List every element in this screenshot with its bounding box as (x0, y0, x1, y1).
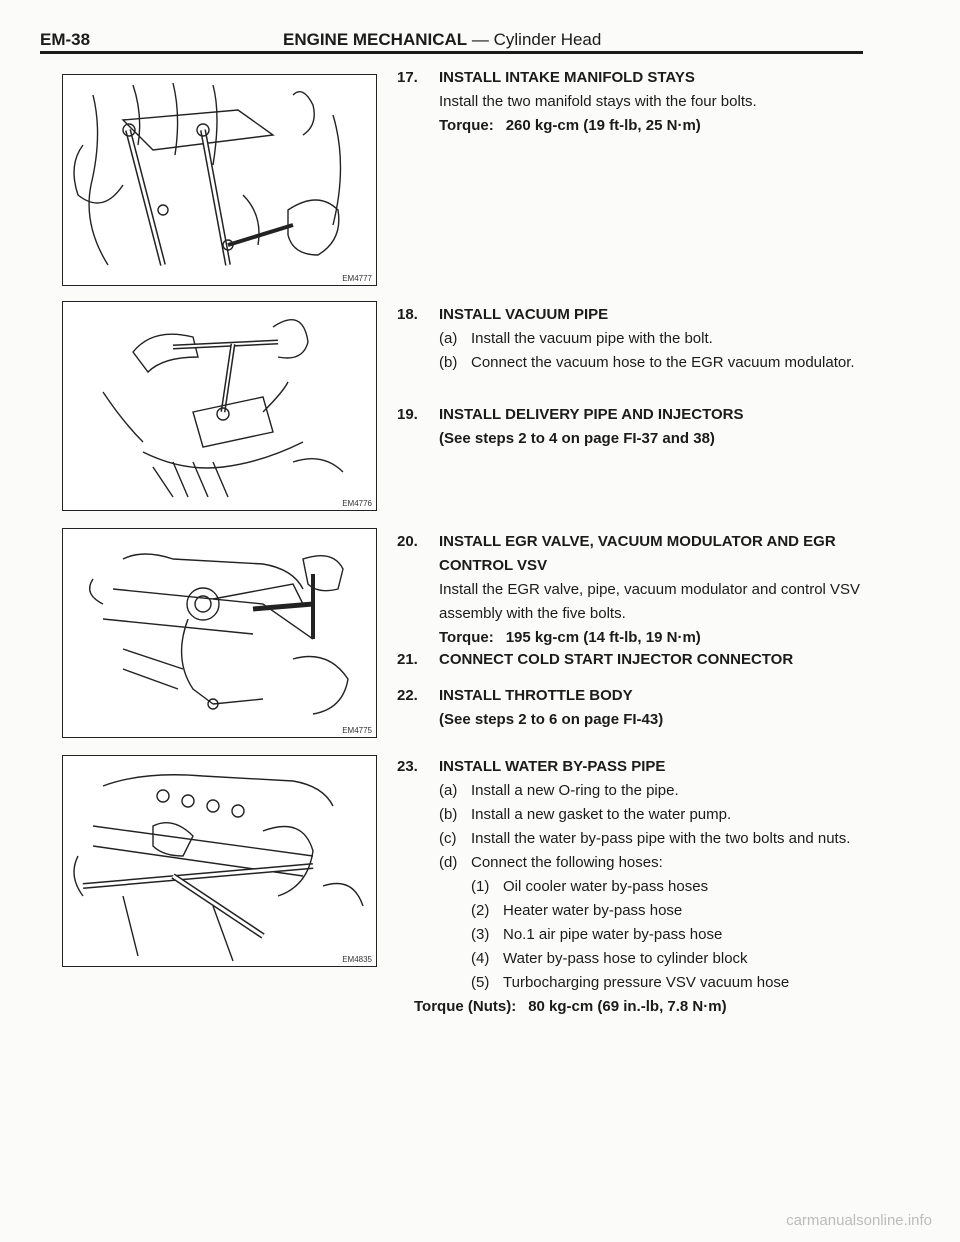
step-heading: 20. INSTALL EGR VALVE, VACUUM MODULATOR AND EGR (397, 533, 836, 550)
torque-spec: Torque: 260 kg-cm (19 ft-lb, 25 N·m) (439, 117, 701, 134)
step-heading: 22. INSTALL THROTTLE BODY (397, 687, 633, 704)
step-heading: 17. INSTALL INTAKE MANIFOLD STAYS (397, 69, 695, 86)
figure-egr-valve (62, 528, 377, 738)
hose-item: (3) No.1 air pipe water by-pass hose (471, 926, 723, 943)
hose-item: (1) Oil cooler water by-pass hoses (471, 878, 709, 895)
step-heading: 21. CONNECT COLD START INJECTOR CONNECTOR (397, 651, 794, 668)
figure-code: EM4835 (342, 955, 372, 964)
step-21 (397, 648, 877, 672)
figure-water-bypass-pipe (62, 755, 377, 967)
egr-valve-assembly-illustration-icon (63, 529, 376, 737)
sub-step: (a) Install a new O-ring to the pipe. (439, 782, 679, 799)
intake-manifold-stays-illustration-icon (63, 75, 376, 285)
figure-code: EM4777 (342, 274, 372, 283)
step-19 (397, 403, 877, 451)
torque-spec: Torque (Nuts): 80 kg-cm (69 in.-lb, 7.8 N·m) (414, 998, 727, 1015)
sub-step: (a) Install the vacuum pipe with the bolt. (439, 330, 713, 347)
step-23 (397, 755, 877, 1019)
step-reference: (See steps 2 to 6 on page FI-43) (439, 711, 664, 728)
vacuum-pipe-illustration-icon (63, 302, 376, 510)
sub-step: (d) Connect the following hoses: (439, 854, 663, 871)
watermark: carmanualsonline.info (786, 1212, 932, 1229)
section-title: ENGINE MECHANICAL — Cylinder Head (283, 30, 602, 49)
torque-spec: Torque: 195 kg-cm (14 ft-lb, 19 N·m) (439, 629, 701, 646)
figure-code: EM4775 (342, 726, 372, 735)
step-heading-cont: CONTROL VSV (439, 557, 548, 574)
page-number: EM-38 (40, 30, 91, 49)
step-text: Install the two manifold stays with the four bolts. (439, 93, 757, 110)
step-20 (397, 530, 877, 650)
sub-step: (b) Connect the vacuum hose to the EGR vacuum modulator. (439, 354, 855, 371)
step-17 (397, 66, 877, 138)
sub-step: (b) Install a new gasket to the water pump. (439, 806, 732, 823)
figure-intake-manifold-stays (62, 74, 377, 286)
step-22 (397, 684, 877, 732)
hose-item: (5) Turbocharging pressure VSV vacuum hose (471, 974, 790, 991)
step-heading: 18. INSTALL VACUUM PIPE (397, 306, 609, 323)
water-bypass-pipe-illustration-icon (63, 756, 376, 966)
step-heading: 23. INSTALL WATER BY-PASS PIPE (397, 758, 666, 775)
step-text: Install the EGR valve, pipe, vacuum modulator and control VSV assembly with the five bolts. (439, 581, 861, 622)
figure-vacuum-pipe (62, 301, 377, 511)
sub-step: (c) Install the water by-pass pipe with the two bolts and nuts. (439, 830, 851, 847)
header-rule (40, 51, 863, 54)
step-18 (397, 303, 877, 375)
step-reference: (See steps 2 to 4 on page FI-37 and 38) (439, 430, 715, 447)
figure-code: EM4776 (342, 499, 372, 508)
hose-item: (4) Water by-pass hose to cylinder block (471, 950, 748, 967)
step-heading: 19. INSTALL DELIVERY PIPE AND INJECTORS (397, 406, 744, 423)
hose-item: (2) Heater water by-pass hose (471, 902, 683, 919)
